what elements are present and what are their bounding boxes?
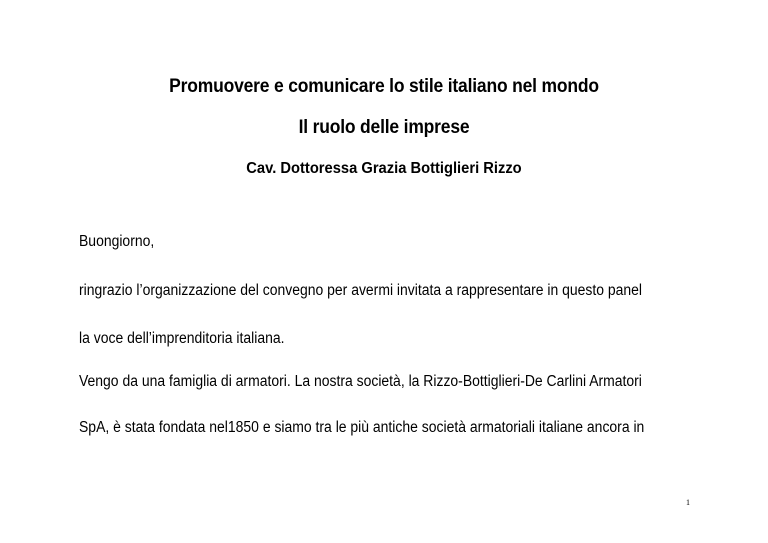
document-title: Promuovere e comunicare lo stile italiano nel mondo xyxy=(169,76,599,97)
body-line: la voce dell’imprenditoria italiana. xyxy=(79,330,285,347)
body-line: Vengo da una famiglia di armatori. La nostra società, la Rizzo-Bottiglieri-De Carlini Armatori xyxy=(79,373,642,390)
body-line: ringrazio l’organizzazione del convegno per avermi invitata a rappresentare in questo panel xyxy=(79,282,642,299)
page-number: 1 xyxy=(686,498,690,507)
greeting-line: Buongiorno, xyxy=(79,233,155,250)
author-name: Cav. Dottoressa Grazia Bottiglieri Rizzo xyxy=(246,160,522,177)
document-subtitle: Il ruolo delle imprese xyxy=(298,117,470,138)
body-line: SpA, è stata fondata nel1850 e siamo tra le più antiche società armatoriali italiane ancora in xyxy=(79,419,645,436)
